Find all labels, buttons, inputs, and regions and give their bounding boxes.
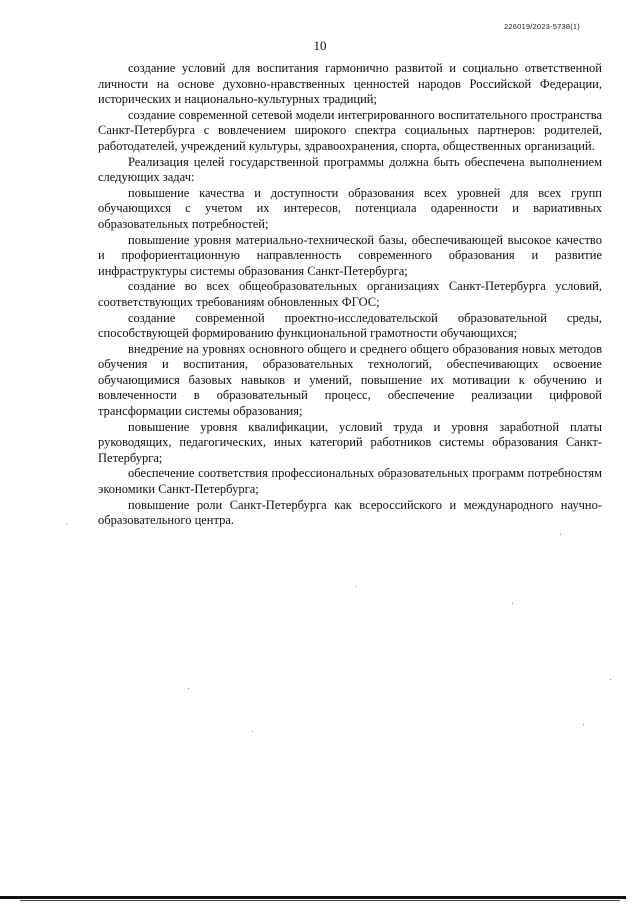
- scan-speck: [66, 524, 67, 525]
- scan-speck: [252, 731, 253, 732]
- paragraph: повышение роли Санкт-Петербурга как всероссийского и международного научно-образовательного центра.: [98, 497, 602, 528]
- paragraph: Реализация целей государственной программы должна быть обеспечена выполнением следующих задач:: [98, 154, 602, 185]
- paragraph: создание современной сетевой модели интегрированного воспитательного пространства Санкт-Петербурга с вовлечением широкого спектра социальных партнеров: родителей, работодателей, учреждений культуры, здравоохранения, спорта, общественных организаций.: [98, 107, 602, 153]
- paragraph: создание условий для воспитания гармонично развитой и социально ответственной личности на основе духовно-нравственных ценностей народов Российской Федерации, исторических и национально-культурных традиций;: [98, 61, 602, 107]
- paragraph: повышение качества и доступности образования всех уровней для всех групп обучающихся с учетом их интересов, потенциала одаренности и вариативных образовательных потребностей;: [98, 185, 602, 231]
- scan-speck: [560, 534, 561, 535]
- scan-speck: [610, 679, 611, 680]
- scan-bottom-edge: [0, 896, 626, 899]
- paragraph: создание современной проектно-исследовательской образовательной среды, способствующей формированию функциональной грамотности обучающихся;: [98, 310, 602, 341]
- scan-speck: [356, 586, 357, 587]
- paragraph: внедрение на уровнях основного общего и среднего общего образования новых методов обучения и воспитания, образовательных технологий, обеспечивающих освоение обучающимися базовых навыков и умений, повышение их мотивации к обучению и вовлеченности в образовательный процесс, обеспечение реализации цифровой трансформации системы образования;: [98, 341, 602, 419]
- document-registration-number: 226019/2023-5738(1): [504, 22, 580, 31]
- scan-speck: [583, 724, 584, 725]
- scan-speck: [188, 688, 189, 689]
- document-body: [98, 61, 602, 529]
- scan-speck: [512, 603, 513, 604]
- paragraph: создание во всех общеобразовательных организациях Санкт-Петербурга условий, соответствующих требованиям обновленных ФГОС;: [98, 279, 602, 309]
- scan-bottom-edge-line: [20, 900, 620, 901]
- page-number: 10: [313, 38, 327, 53]
- paragraph: обеспечение соответствия профессиональных образовательных программ потребностям экономики Санкт-Петербурга;: [98, 466, 602, 497]
- paragraph: повышение уровня квалификации, условий труда и уровня заработной платы руководящих, педагогических, иных категорий работников системы образования Санкт-Петербурга;: [98, 419, 602, 465]
- paragraph: повышение уровня материально-технической базы, обеспечивающей высокое качество и профориентационную направленность современного образования и развитие инфраструктуры системы образования Санкт-Петербурга;: [98, 232, 602, 278]
